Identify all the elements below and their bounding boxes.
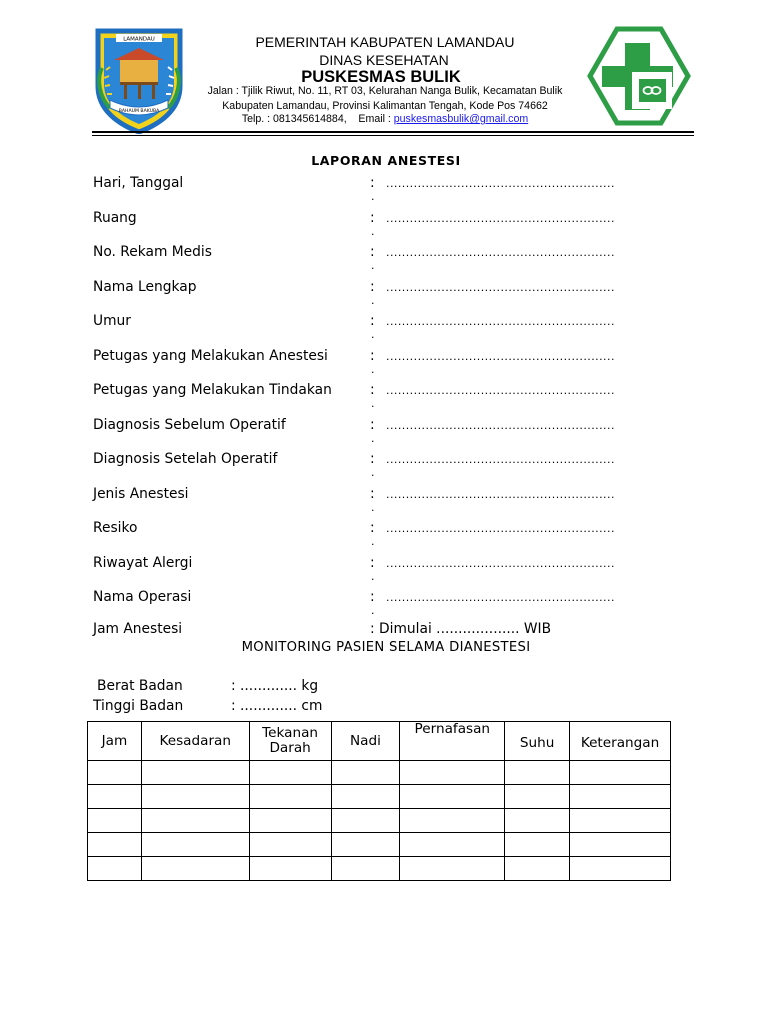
emblem-top-text: LAMANDAU <box>123 36 155 43</box>
field-colon: : <box>370 520 375 536</box>
field-colon: : <box>370 589 375 605</box>
emblem-bottom-text: BAHAUM BAKUBA <box>118 109 160 114</box>
table-cell[interactable] <box>88 809 142 833</box>
monitoring-table <box>87 721 671 881</box>
tinggi-badan-value[interactable]: : ............. cm <box>231 698 323 714</box>
field-colon: : <box>370 278 375 295</box>
letterhead-puskesmas-name: PUSKESMAS BULIK <box>301 68 461 86</box>
letterhead-government: PEMERINTAH KABUPATEN LAMANDAU <box>255 34 515 50</box>
col-header-nadi: Nadi <box>331 722 400 761</box>
field-input-dots[interactable]: .......................................................... <box>386 384 615 397</box>
table-cell[interactable] <box>331 761 400 785</box>
email-link[interactable]: puskesmasbulik@gmail.com <box>393 113 529 125</box>
field-label: Petugas yang Melakukan Tindakan <box>93 382 332 398</box>
table-cell[interactable] <box>505 785 570 809</box>
table-cell[interactable] <box>505 809 570 833</box>
field-label: Ruang <box>93 209 137 226</box>
table-cell[interactable] <box>400 809 505 833</box>
monitoring-title: MONITORING PASIEN SELAMA DIANESTESI <box>241 640 531 655</box>
table-cell[interactable] <box>570 809 671 833</box>
field-input-dots[interactable]: .......................................................... <box>386 556 615 570</box>
jam-anestesi-value[interactable]: : Dimulai ................... WIB <box>370 621 552 637</box>
table-cell[interactable] <box>570 761 671 785</box>
field-colon: : <box>370 347 375 364</box>
col-header-jam: Jam <box>88 722 142 761</box>
table-cell[interactable] <box>141 833 249 857</box>
field-input-dots[interactable]: .......................................................... <box>386 418 615 432</box>
berat-badan-label: Berat Badan <box>97 678 183 694</box>
field-trailing-dot: . <box>371 190 375 203</box>
field-label: No. Rekam Medis <box>93 244 212 260</box>
field-input-dots[interactable]: .......................................................... <box>386 315 615 328</box>
table-cell[interactable] <box>570 785 671 809</box>
table-row <box>88 761 671 785</box>
table-cell[interactable] <box>249 857 331 881</box>
field-trailing-dot: . <box>371 328 375 341</box>
table-cell[interactable] <box>88 857 142 881</box>
field-label: Riwayat Alergi <box>93 554 193 571</box>
field-trailing-dot: . <box>371 293 375 307</box>
table-row <box>88 809 671 833</box>
table-cell[interactable] <box>400 833 505 857</box>
table-cell[interactable] <box>331 833 400 857</box>
field-colon: : <box>370 175 375 191</box>
col-header-suhu: Suhu <box>505 722 570 761</box>
field-colon: : <box>370 382 375 398</box>
field-colon: : <box>370 244 375 260</box>
field-colon: : <box>370 485 375 502</box>
table-row <box>88 785 671 809</box>
field-input-dots[interactable]: .......................................................... <box>386 591 615 604</box>
table-cell[interactable] <box>249 833 331 857</box>
field-colon: : <box>370 209 375 226</box>
contact-phone: Telp. : 081345614884, Email : <box>241 113 394 125</box>
field-input-dots[interactable]: .......................................................... <box>386 280 615 294</box>
field-trailing-dot: . <box>371 569 375 583</box>
letterhead-divider-thin <box>92 135 694 136</box>
table-cell[interactable] <box>88 761 142 785</box>
table-cell[interactable] <box>88 785 142 809</box>
field-trailing-dot: . <box>371 535 375 548</box>
letterhead-address-line2: Kabupaten Lamandau, Provinsi Kalimantan Tengah, Kode Pos 74662 <box>222 100 548 112</box>
table-cell[interactable] <box>249 785 331 809</box>
field-trailing-dot: . <box>371 466 375 479</box>
field-label: Diagnosis Setelah Operatif <box>93 451 278 467</box>
monitoring-header-row <box>88 722 671 761</box>
letterhead-divider-thick <box>92 131 694 133</box>
table-cell[interactable] <box>249 809 331 833</box>
field-colon: : <box>370 554 375 571</box>
table-cell[interactable] <box>331 809 400 833</box>
field-input-dots[interactable]: .......................................................... <box>386 211 615 225</box>
tinggi-badan-label: Tinggi Badan <box>93 698 184 714</box>
field-trailing-dot: . <box>371 224 375 238</box>
table-cell[interactable] <box>141 785 249 809</box>
field-trailing-dot: . <box>371 604 375 617</box>
table-cell[interactable] <box>570 833 671 857</box>
table-cell[interactable] <box>400 857 505 881</box>
field-trailing-dot: . <box>371 500 375 514</box>
field-trailing-dot: . <box>371 431 375 445</box>
table-cell[interactable] <box>141 761 249 785</box>
field-input-dots[interactable]: .......................................................... <box>386 349 615 363</box>
table-row <box>88 857 671 881</box>
berat-badan-value[interactable]: : ............. kg <box>231 678 319 694</box>
field-colon: : <box>370 416 375 433</box>
field-input-dots[interactable]: .......................................................... <box>386 522 615 535</box>
col-header-keterangan: Keterangan <box>570 722 671 761</box>
field-label: Umur <box>93 313 131 329</box>
table-cell[interactable] <box>505 761 570 785</box>
letterhead-address-line1: Jalan : Tjilik Riwut, No. 11, RT 03, Kelurahan Nanga Bulik, Kecamatan Bulik <box>207 85 563 97</box>
col-header-pernafasan: Pernafasan <box>400 722 505 761</box>
field-label: Nama Operasi <box>93 589 192 605</box>
table-cell[interactable] <box>331 785 400 809</box>
table-cell[interactable] <box>141 857 249 881</box>
letterhead-contact <box>0 113 768 125</box>
field-label: Resiko <box>93 520 138 536</box>
field-label: Nama Lengkap <box>93 278 197 295</box>
col-header-tekanan-darah: Tekanan Darah <box>249 722 331 761</box>
field-trailing-dot: . <box>371 397 375 410</box>
report-title: LAPORAN ANESTESI <box>311 153 461 168</box>
field-input-dots[interactable]: .......................................................... <box>386 177 615 190</box>
table-cell[interactable] <box>331 857 400 881</box>
field-label: Diagnosis Sebelum Operatif <box>93 416 286 433</box>
field-colon: : <box>370 451 375 467</box>
table-cell[interactable] <box>505 857 570 881</box>
field-trailing-dot: . <box>371 259 375 272</box>
field-label: Petugas yang Melakukan Anestesi <box>93 347 328 364</box>
table-cell[interactable] <box>400 761 505 785</box>
letterhead-agency: DINAS KESEHATAN <box>319 52 449 68</box>
jam-anestesi-label: Jam Anestesi <box>93 621 183 637</box>
field-label: Jenis Anestesi <box>93 485 189 502</box>
table-cell[interactable] <box>570 857 671 881</box>
table-cell[interactable] <box>141 809 249 833</box>
field-trailing-dot: . <box>371 362 375 376</box>
field-colon: : <box>370 313 375 329</box>
col-header-kesadaran: Kesadaran <box>141 722 249 761</box>
table-row <box>88 833 671 857</box>
field-input-dots[interactable]: .......................................................... <box>386 246 615 259</box>
table-cell[interactable] <box>249 761 331 785</box>
field-input-dots[interactable]: .......................................................... <box>386 487 615 501</box>
table-cell[interactable] <box>400 785 505 809</box>
field-label: Hari, Tanggal <box>93 175 184 191</box>
field-input-dots[interactable]: .......................................................... <box>386 453 615 466</box>
table-cell[interactable] <box>88 833 142 857</box>
table-cell[interactable] <box>505 833 570 857</box>
